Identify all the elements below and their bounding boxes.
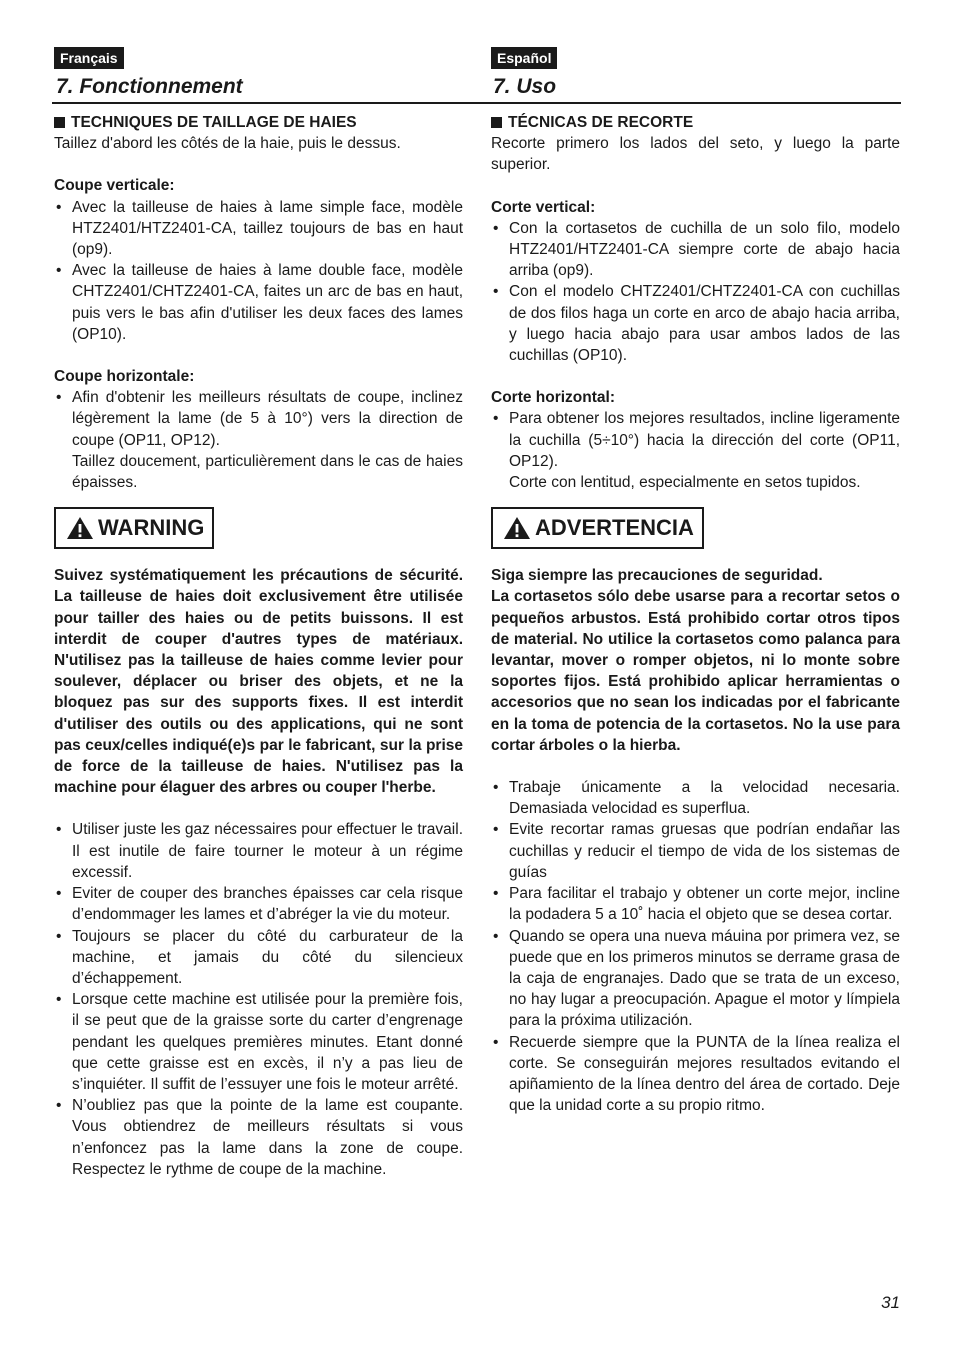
french-body	[54, 112, 463, 1180]
page-number: 31	[881, 1293, 900, 1312]
list-item: • Lorsque cette machine est utilisée pour la première fois, il se peut que de la graisse sorte du carter d’engrenage pendant les quelques premières minutes. Etant donné que cette graisse est en excès, il n’y a pas lieu de s’inquiéter. Il suffit de l’essuyer une fois le moteur arrêté.	[54, 989, 463, 1095]
list-item: • Trabaje únicamente a la velocidad necesaria. Demasiada velocidad es superflua.	[491, 777, 900, 819]
language-tab-spanish: Español	[491, 47, 557, 69]
tips-list	[54, 819, 463, 1179]
warning-text-block	[491, 565, 900, 756]
warning-text: La cortasetos sólo debe usarse para a recortar setos o pequeños arbustos. Está prohibido cortar otros tipos de material. No utilice la cortasetos como palanca para levantar, mover o romper objetos, ni lo monte sobre soportes fijos. Está prohibido aplicar herramientas o accesorios que no sean los indicadas por el fabricante en la toma de potencia de la cortasetos. No la use para cortar árboles o la hierba.	[491, 588, 900, 754]
language-tab-french: Français	[54, 47, 124, 69]
list-item: • N’oubliez pas que la pointe de la lame est coupante. Vous obtiendrez de meilleurs résultats si vous n’enfoncez pas la lame dans la zone de coupe. Respectez le rythme de coupe de la machine.	[54, 1095, 463, 1180]
square-bullet-icon	[54, 117, 65, 128]
list-item: • Utiliser juste les gaz nécessaires pour effectuer le travail. Il est inutile de faire tourner le moteur à un régime excessif.	[54, 819, 463, 883]
horizontal-list	[491, 408, 900, 493]
warning-label-box: WARNING	[54, 507, 214, 549]
list-item: • Eviter de couper des branches épaisses car cela risque d’endommager les lames et d’abréger la vie du moteur.	[54, 883, 463, 925]
section-heading: TÉCNICAS DE RECORTE	[491, 112, 900, 133]
warning-text: Suivez systématiquement les précautions de sécurité. La tailleuse de haies doit exclusivement être utilisée pour tailler des haies ou de petits buissons. Il est interdit de couper d'autres types de matériaux. N'utilisez pas la tailleuse de haies comme levier pour soulever, déplacer ou briser des objets, et ne la bloquez pas sur des supports fixes. Il est interdit d'utiliser des outils ou des applications, qui ne sont pas ceux/celles indiqué(e)s par le fabricant, sur la prise de force de la tailleuse de haies. N'utilisez pas la machine pour élaguer des arbres ou couper l'herbe.	[54, 567, 463, 797]
header-divider	[52, 102, 901, 104]
list-item: • Recuerde siempre que la PUNTA de la línea realiza el corte. Se conseguirán mejores resultados evitando el apiñamiento de la línea dentro del área de cortado. Deje que la unidad corte a su propio ritmo.	[491, 1032, 900, 1117]
warning-label-box: ADVERTENCIA	[491, 507, 704, 549]
section-title-spanish: 7. Uso	[493, 75, 557, 98]
warning-text-block	[54, 565, 463, 798]
warning-triangle-icon	[66, 516, 94, 540]
warning-triangle-icon	[503, 516, 531, 540]
horizontal-heading: Coupe horizontale:	[54, 368, 195, 386]
vertical-heading: Corte vertical:	[491, 198, 596, 216]
square-bullet-icon	[491, 117, 502, 128]
vertical-list	[491, 218, 900, 366]
list-item: • Con el modelo CHTZ2401/CHTZ2401-CA con cuchillas de dos filos haga un corte en arco de abajo hacia arriba, y luego hacia abajo para usar ambos lados de las cuchillas (OP10).	[491, 281, 900, 366]
list-item: • Con la cortasetos de cuchilla de un solo filo, modelo HTZ2401/HTZ2401-CA siempre corte de abajo hacia arriba (op9).	[491, 218, 900, 282]
warning-intro: Siga siempre las precauciones de seguridad.	[491, 567, 823, 585]
horizontal-heading: Corte horizontal:	[491, 389, 615, 407]
vertical-heading: Coupe verticale:	[54, 177, 175, 195]
list-item: • Toujours se placer du côté du carburateur de la machine, et jamais du côté du silencieux d’échappement.	[54, 926, 463, 990]
list-item: • Avec la tailleuse de haies à lame double face, modèle CHTZ2401/CHTZ2401-CA, faites un arc de bas en haut, puis vers le bas afin d'utiliser les deux faces des lames (OP10).	[54, 260, 463, 345]
spanish-body	[491, 112, 900, 1116]
list-item: • Para facilitar el trabajo y obtener un corte mejor, incline la podadera 5 a 10˚ hacia el objeto que se desea cortar.	[491, 883, 900, 925]
horizontal-list	[54, 387, 463, 493]
tips-list	[491, 777, 900, 1116]
list-item: • Avec la tailleuse de haies à lame simple face, modèle HTZ2401/HTZ2401-CA, taillez toujours de bas en haut (op9).	[54, 197, 463, 261]
list-item: • Para obtener los mejores resultados, incline ligeramente la cuchilla (5÷10°) hacia la dirección del corte (OP11, OP12). Corte con lentitud, especialmente en setos tupidos.	[491, 408, 900, 493]
list-item: • Quando se opera una nueva máuina por primera vez, se puede que en los primeros minutos se derrame grasa de la caja de engranajes. Dado que se trata de un exceso, no hay lugar a preocupación. Apague el motor y límpiela para la próxima utilización.	[491, 926, 900, 1032]
intro-text: Recorte primero los lados del seto, y luego la parte superior.	[491, 135, 900, 174]
section-title-french: 7. Fonctionnement	[56, 75, 243, 98]
list-item: • Evite recortar ramas gruesas que podrían endañar las cuchillas y reducir el tiempo de vida de los sistemas de guías	[491, 819, 900, 883]
vertical-list	[54, 197, 463, 345]
section-heading: TECHNIQUES DE TAILLAGE DE HAIES	[54, 112, 463, 133]
list-item: • Afin d'obtenir les meilleurs résultats de coupe, inclinez légèrement la lame (de 5 à 10°) vers la direction de coupe (OP11, OP12). Taillez doucement, particulièrement dans le cas de haies épaisses.	[54, 387, 463, 493]
intro-text: Taillez d'abord les côtés de la haie, puis le dessus.	[54, 135, 401, 153]
